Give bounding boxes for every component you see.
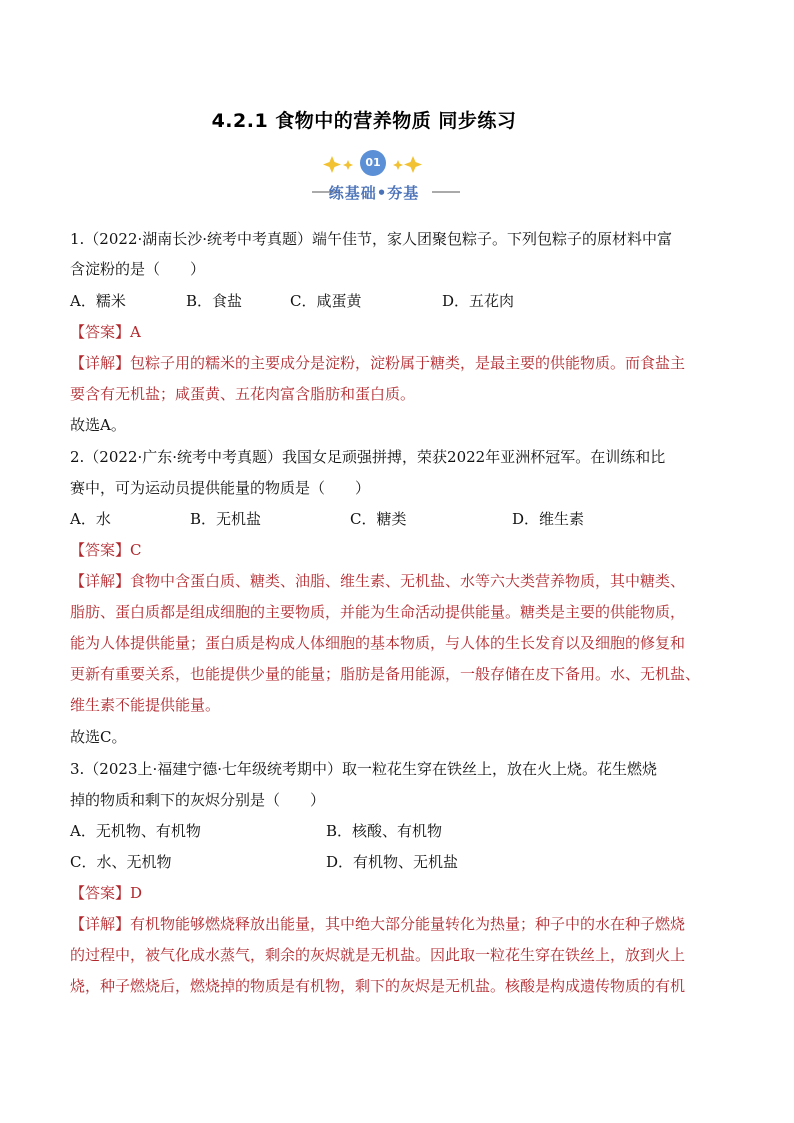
question-3-option-d: D．有机物、无机盐: [326, 853, 459, 871]
question-1-answer: 【答案】A: [70, 323, 141, 341]
question-3-option-c: C．水、无机物: [70, 853, 172, 871]
question-2-conclusion: 故选C。: [70, 728, 127, 746]
question-1-option-c: C．咸蛋黄: [290, 292, 362, 310]
question-1-conclusion: 故选A。: [70, 416, 126, 434]
question-3-answer: 【答案】D: [70, 884, 143, 902]
question-2-option-a: A．水: [70, 510, 111, 528]
question-2-detail-line2: 脂肪、蛋白质都是组成细胞的主要物质，并能为生命活动提供能量。糖类是主要的供能物质，: [70, 603, 686, 621]
question-2-detail-line1: 【详解】食物中含蛋白质、糖类、油脂、维生素、无机盐、水等六大类营养物质，其中糖类、: [70, 572, 686, 590]
question-1-stem-line1: 1.（2022·湖南长沙·统考中考真题）端午佳节，家人团聚包粽子。下列包粽子的原材料中富: [70, 230, 673, 248]
question-3-detail-line3: 烧，种子燃烧后，燃烧掉的物质是有机物，剩下的灰烬是无机盐。核酸是构成遗传物质的有机: [70, 977, 686, 995]
question-2-option-b: B．无机盐: [190, 510, 262, 528]
question-2-answer: 【答案】C: [70, 541, 142, 559]
question-1-stem-line2: 含淀粉的是（ ）: [70, 260, 206, 278]
question-1-detail-line2: 要含有无机盐；咸蛋黄、五花肉富含脂肪和蛋白质。: [70, 385, 416, 403]
question-3-option-a: A．无机物、有机物: [70, 822, 201, 840]
question-3-detail-line2: 的过程中，被气化成水蒸气，剩余的灰烬就是无机盐。因此取一粒花生穿在铁丝上，放到火上: [70, 946, 686, 964]
question-1-option-d: D．五花肉: [442, 292, 515, 310]
star-icon: [393, 160, 403, 170]
star-icon: [404, 156, 422, 173]
question-2-detail-line5: 维生素不能提供能量。: [70, 696, 221, 714]
question-3-option-b: B．核酸、有机物: [326, 822, 443, 840]
question-2-option-d: D．维生素: [512, 510, 585, 528]
question-1-option-a: A．糯米: [70, 292, 126, 310]
question-1-option-b: B．食盐: [186, 292, 243, 310]
question-2-option-c: C．糖类: [350, 510, 407, 528]
question-3-detail-line1: 【详解】有机物能够燃烧释放出能量，其中绝大部分能量转化为热量；种子中的水在种子燃烧: [70, 915, 686, 933]
section-number-badge: 01: [360, 150, 386, 176]
question-2-detail-line4: 更新有重要关系，也能提供少量的能量；脂肪是备用能源，一般存储在皮下备用。水、无机盐、: [70, 665, 701, 683]
section-header: [0, 148, 794, 208]
page-title: 4.2.1 食物中的营养物质 同步练习: [211, 110, 517, 132]
question-3-stem-line2: 掉的物质和剩下的灰烬分别是（ ）: [70, 791, 326, 809]
question-2-detail-line3: 能为人体提供能量；蛋白质是构成人体细胞的基本物质，与人体的生长发育以及细胞的修复和: [70, 634, 686, 652]
question-2-stem-line2: 赛中，可为运动员提供能量的物质是（ ）: [70, 479, 371, 497]
question-2-stem-line1: 2.（2022·广东·统考中考真题）我国女足顽强拼搏，荣获2022年亚洲杯冠军。在训练和比: [70, 448, 666, 466]
question-3-stem-line1: 3.（2023上·福建宁德·七年级统考期中）取一粒花生穿在铁丝上，放在火上烧。花生燃烧: [70, 760, 658, 778]
star-icon: [323, 156, 341, 173]
star-icon: [343, 160, 353, 170]
question-1-detail-line1: 【详解】包粽子用的糯米的主要成分是淀粉，淀粉属于糖类，是最主要的供能物质。而食盐主: [70, 354, 686, 372]
section-label: 练基础•夯基: [328, 184, 420, 202]
